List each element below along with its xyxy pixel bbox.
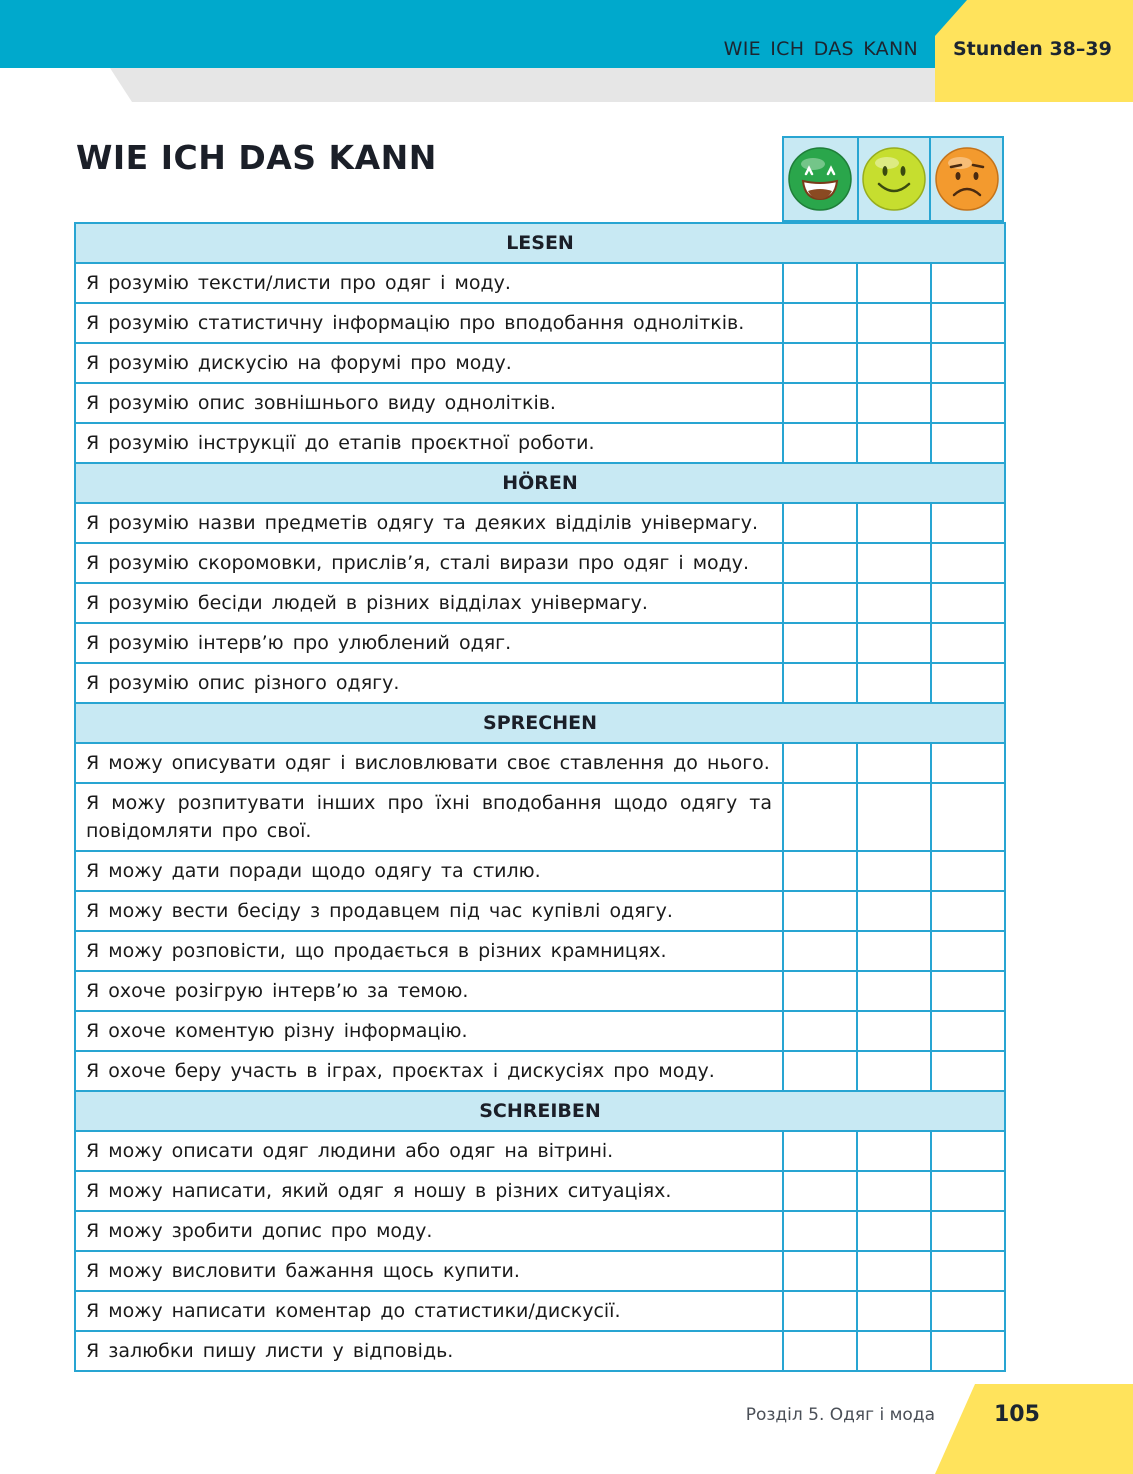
skill-statement: Я можу зробити допис про моду. — [75, 1211, 783, 1251]
rating-cell-sad[interactable] — [931, 503, 1005, 543]
section-header-row — [75, 223, 1005, 263]
rating-cell-smile[interactable] — [857, 1251, 931, 1291]
rating-cell-happy[interactable] — [783, 663, 857, 703]
rating-cell-sad[interactable] — [931, 931, 1005, 971]
rating-cell-sad[interactable] — [931, 343, 1005, 383]
skill-statement: Я можу написати, який одяг я ношу в різних ситуаціях. — [75, 1171, 783, 1211]
rating-cell-sad[interactable] — [931, 1011, 1005, 1051]
skill-statement: Я можу висловити бажання щось купити. — [75, 1251, 783, 1291]
rating-cell-sad[interactable] — [931, 1131, 1005, 1171]
rating-cell-happy[interactable] — [783, 931, 857, 971]
rating-cell-happy[interactable] — [783, 303, 857, 343]
rating-cell-smile[interactable] — [857, 931, 931, 971]
rating-cell-happy[interactable] — [783, 423, 857, 463]
table-row — [75, 1171, 1005, 1211]
skill-statement: Я охоче беру участь в іграх, проєктах і дискусіях про моду. — [75, 1051, 783, 1091]
section-header-row — [75, 463, 1005, 503]
rating-cell-happy[interactable] — [783, 623, 857, 663]
table-row — [75, 1011, 1005, 1051]
rating-cell-sad[interactable] — [931, 383, 1005, 423]
rating-cell-smile[interactable] — [857, 343, 931, 383]
rating-cell-sad[interactable] — [931, 851, 1005, 891]
rating-cell-smile[interactable] — [857, 1131, 931, 1171]
rating-cell-happy[interactable] — [783, 503, 857, 543]
rating-cell-smile[interactable] — [857, 743, 931, 783]
table-row — [75, 343, 1005, 383]
rating-cell-sad[interactable] — [931, 303, 1005, 343]
rating-cell-smile[interactable] — [857, 303, 931, 343]
rating-cell-happy[interactable] — [783, 343, 857, 383]
rating-cell-happy[interactable] — [783, 1331, 857, 1371]
skill-statement: Я розумію інструкції до етапів проєктної роботи. — [75, 423, 783, 463]
rating-cell-sad[interactable] — [931, 1291, 1005, 1331]
skill-statement: Я розумію статистичну інформацію про вподобання однолітків. — [75, 303, 783, 343]
rating-cell-happy[interactable] — [783, 1251, 857, 1291]
table-row — [75, 971, 1005, 1011]
rating-cell-smile[interactable] — [857, 623, 931, 663]
rating-cell-smile[interactable] — [857, 1291, 931, 1331]
skill-statement: Я розумію назви предметів одягу та деяких відділів універмагу. — [75, 503, 783, 543]
rating-cell-smile[interactable] — [857, 1171, 931, 1211]
rating-cell-smile[interactable] — [857, 423, 931, 463]
rating-cell-happy[interactable] — [783, 1011, 857, 1051]
table-row — [75, 891, 1005, 931]
section-title: HÖREN — [75, 463, 1005, 503]
rating-cell-sad[interactable] — [931, 1171, 1005, 1211]
rating-cell-happy[interactable] — [783, 1291, 857, 1331]
table-row — [75, 851, 1005, 891]
rating-cell-smile[interactable] — [857, 543, 931, 583]
table-row — [75, 931, 1005, 971]
rating-cell-smile[interactable] — [857, 783, 931, 851]
rating-cell-happy[interactable] — [783, 971, 857, 1011]
rating-cell-sad[interactable] — [931, 1331, 1005, 1371]
happy-face-icon — [787, 146, 853, 212]
table-row — [75, 543, 1005, 583]
rating-cell-happy[interactable] — [783, 583, 857, 623]
table-row — [75, 583, 1005, 623]
table-row — [75, 1131, 1005, 1171]
skill-statement: Я розумію опис різного одягу. — [75, 663, 783, 703]
skill-statement: Я розумію дискусію на форумі про моду. — [75, 343, 783, 383]
rating-cell-happy[interactable] — [783, 1171, 857, 1211]
skill-statement: Я можу описати одяг людини або одяг на вітрині. — [75, 1131, 783, 1171]
rating-cell-smile[interactable] — [857, 263, 931, 303]
rating-cell-sad[interactable] — [931, 543, 1005, 583]
rating-cell-happy[interactable] — [783, 891, 857, 931]
rating-cell-smile[interactable] — [857, 1011, 931, 1051]
skill-statement: Я розумію інтерв’ю про улюблений одяг. — [75, 623, 783, 663]
table-row — [75, 503, 1005, 543]
header-gray-strip — [110, 68, 940, 102]
rating-cell-sad[interactable] — [931, 583, 1005, 623]
rating-cell-sad[interactable] — [931, 971, 1005, 1011]
rating-cell-smile[interactable] — [857, 1211, 931, 1251]
table-row — [75, 383, 1005, 423]
header-section-title: WIE ICH DAS KANN — [723, 38, 918, 60]
page-number: 105 — [994, 1402, 1040, 1427]
table-row — [75, 303, 1005, 343]
section-title: SPRECHEN — [75, 703, 1005, 743]
table-row — [75, 663, 1005, 703]
checklist-body — [75, 223, 1005, 1371]
page-number-tab — [935, 1384, 1133, 1474]
rating-cell-sad[interactable] — [931, 743, 1005, 783]
smile-face-icon — [861, 146, 927, 212]
section-title: LESEN — [75, 223, 1005, 263]
rating-cell-sad[interactable] — [931, 1211, 1005, 1251]
rating-cell-smile[interactable] — [857, 583, 931, 623]
skill-statement: Я розумію опис зовнішнього виду однолітків. — [75, 383, 783, 423]
section-header-row — [75, 1091, 1005, 1131]
skill-statement: Я можу розпитувати інших про їхні вподобання щодо одягу та повідомляти про свої. — [75, 783, 783, 851]
rating-cell-smile[interactable] — [857, 971, 931, 1011]
rating-cell-sad[interactable] — [931, 623, 1005, 663]
table-row — [75, 783, 1005, 851]
rating-cell-happy[interactable] — [783, 1051, 857, 1091]
lesson-label: Stunden 38–39 — [953, 38, 1112, 60]
table-row — [75, 1291, 1005, 1331]
skill-statement: Я можу вести бесіду з продавцем під час купівлі одягу. — [75, 891, 783, 931]
rating-cell-sad[interactable] — [931, 263, 1005, 303]
rating-cell-happy[interactable] — [783, 383, 857, 423]
table-row — [75, 263, 1005, 303]
rating-cell-happy[interactable] — [783, 1131, 857, 1171]
skill-statement: Я залюбки пишу листи у відповідь. — [75, 1331, 783, 1371]
section-title: SCHREIBEN — [75, 1091, 1005, 1131]
rating-cell-sad[interactable] — [931, 783, 1005, 851]
skill-statement: Я можу описувати одяг і висловлювати своє ставлення до нього. — [75, 743, 783, 783]
section-header-row — [75, 703, 1005, 743]
rating-col-happy — [784, 138, 857, 220]
rating-cell-smile[interactable] — [857, 663, 931, 703]
sad-face-icon — [934, 146, 1000, 212]
table-row — [75, 743, 1005, 783]
table-row — [75, 1331, 1005, 1371]
rating-col-smile — [857, 138, 930, 220]
rating-cell-happy[interactable] — [783, 783, 857, 851]
rating-cell-sad[interactable] — [931, 891, 1005, 931]
page-title: WIE ICH DAS KANN — [76, 138, 437, 177]
rating-cell-sad[interactable] — [931, 1051, 1005, 1091]
self-assessment-table — [74, 222, 1006, 1372]
rating-cell-smile[interactable] — [857, 1051, 931, 1091]
rating-cell-happy[interactable] — [783, 263, 857, 303]
skill-statement: Я розумію бесіди людей в різних відділах універмагу. — [75, 583, 783, 623]
rating-cell-smile[interactable] — [857, 851, 931, 891]
table-row — [75, 623, 1005, 663]
table-row — [75, 423, 1005, 463]
rating-cell-sad[interactable] — [931, 1251, 1005, 1291]
rating-cell-smile[interactable] — [857, 503, 931, 543]
skill-statement: Я можу розповісти, що продається в різних крамницях. — [75, 931, 783, 971]
skill-statement: Я розумію тексти/листи про одяг і моду. — [75, 263, 783, 303]
skill-statement: Я розумію скоромовки, прислів’я, сталі вирази про одяг і моду. — [75, 543, 783, 583]
rating-col-sad — [929, 138, 1002, 220]
skill-statement: Я можу написати коментар до статистики/дискусії. — [75, 1291, 783, 1331]
chapter-title: Розділ 5. Одяг і мода — [745, 1405, 935, 1425]
rating-cell-smile[interactable] — [857, 891, 931, 931]
table-row — [75, 1051, 1005, 1091]
rating-cell-smile[interactable] — [857, 383, 931, 423]
rating-cell-happy[interactable] — [783, 1211, 857, 1251]
rating-cell-sad[interactable] — [931, 423, 1005, 463]
table-row — [75, 1251, 1005, 1291]
skill-statement: Я можу дати поради щодо одягу та стилю. — [75, 851, 783, 891]
rating-cell-happy[interactable] — [783, 743, 857, 783]
skill-statement: Я охоче коментую різну інформацію. — [75, 1011, 783, 1051]
rating-cell-smile[interactable] — [857, 1331, 931, 1371]
rating-cell-happy[interactable] — [783, 543, 857, 583]
rating-cell-sad[interactable] — [931, 663, 1005, 703]
rating-cell-happy[interactable] — [783, 851, 857, 891]
rating-header — [782, 136, 1004, 222]
skill-statement: Я охоче розігрую інтерв’ю за темою. — [75, 971, 783, 1011]
table-row — [75, 1211, 1005, 1251]
